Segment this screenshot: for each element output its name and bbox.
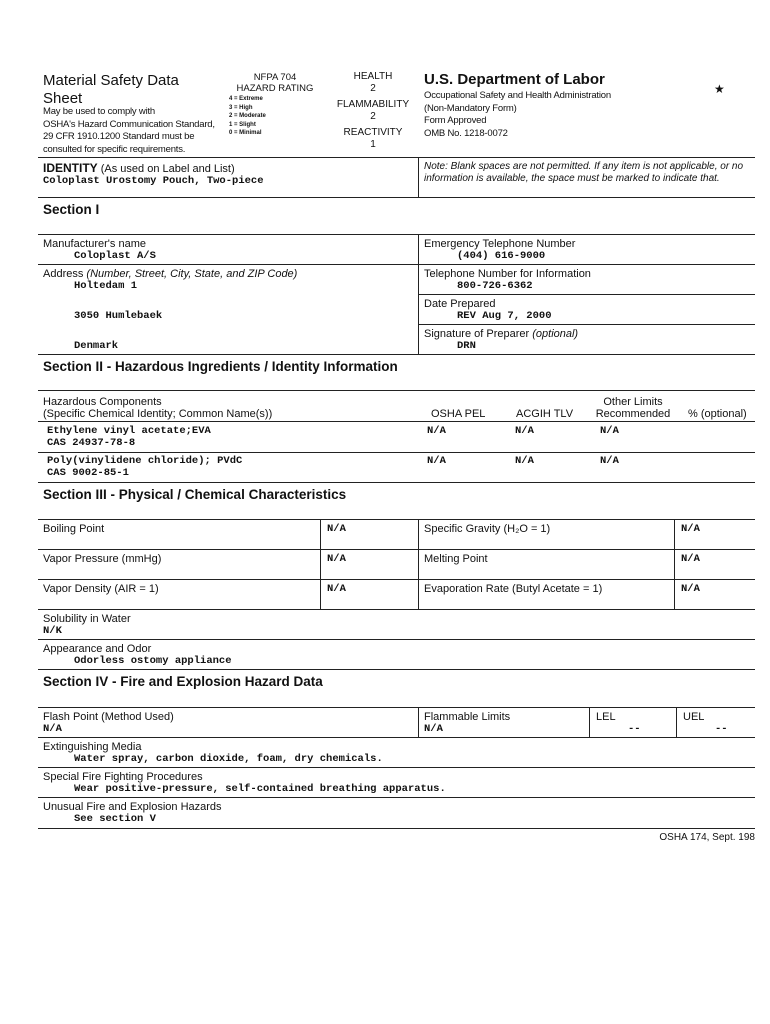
rule-v (418, 519, 419, 609)
identity-label (43, 161, 235, 175)
rule (38, 264, 755, 265)
emergency-label: Emergency Telephone Number (424, 238, 576, 250)
uel-label: UEL (683, 711, 705, 723)
vapor-density-value: N/A (327, 583, 346, 595)
flammability-value: 2 (370, 110, 376, 122)
star-icon: ★ (714, 82, 725, 96)
identity-hint: (As used on Label and List) (100, 163, 235, 175)
solubility-label: Solubility in Water (43, 613, 131, 625)
other-value: N/A (600, 455, 619, 467)
section-3-title: Section III - Physical / Chemical Characteristics (43, 487, 347, 502)
comply-line-4: consulted for specific requirements. (43, 143, 186, 155)
col-components (43, 396, 272, 420)
rule (38, 197, 755, 198)
rule-v (676, 707, 677, 737)
osha-value: N/A (427, 425, 446, 437)
section-2-title: Section II - Hazardous Ingredients / Identity Information (43, 359, 398, 374)
rule (38, 519, 755, 520)
col-components-1: Hazardous Components (43, 396, 162, 408)
rule (38, 828, 755, 829)
nfpa-subtitle: HAZARD RATING (236, 83, 314, 94)
scale-3: 3 = High (229, 104, 253, 111)
rule (38, 737, 755, 738)
acgih-value: N/A (515, 425, 534, 437)
dept-title: U.S. Department of Labor (424, 71, 605, 88)
rule (38, 797, 755, 798)
boiling-label: Boiling Point (43, 523, 105, 535)
comply-line-2: OSHA's Hazard Communication Standard, (43, 118, 215, 130)
form-approved: Form Approved (424, 115, 487, 126)
uel-value: -- (715, 723, 728, 735)
scale-2: 2 = Moderate (229, 113, 266, 119)
rule-v (589, 707, 590, 737)
col-percent: % (optional) (688, 408, 747, 420)
rule (38, 157, 755, 158)
address-label (43, 268, 297, 280)
rule (38, 669, 755, 670)
col-other-2: Recommended (595, 408, 671, 420)
extinguishing-label: Extinguishing Media (43, 741, 142, 753)
evaporation-label: Evaporation Rate (Butyl Acetate = 1) (424, 583, 603, 595)
address-hint: (Number, Street, City, State, and ZIP Code) (86, 268, 298, 280)
rule (38, 390, 755, 391)
unusual-hazards-value: See section V (74, 813, 156, 825)
date-value: REV Aug 7, 2000 (457, 310, 552, 322)
evaporation-value: N/A (681, 583, 700, 595)
special-procedures-label: Special Fire Fighting Procedures (43, 771, 203, 783)
title-line-1: Material Safety Data (43, 72, 179, 89)
scale-4: 4 = Extreme (229, 96, 263, 102)
emergency-value: (404) 616-9000 (457, 250, 546, 262)
identity-value: Coloplast Urostomy Pouch, Two-piece (43, 175, 264, 187)
address-heading: Address (43, 268, 84, 280)
lel-value: -- (628, 723, 641, 735)
melting-label: Melting Point (424, 553, 488, 565)
reactivity-label: REACTIVITY (343, 127, 403, 138)
omb-number: OMB No. 1218-0072 (424, 127, 508, 139)
component-cas: CAS 24937-78-8 (47, 437, 136, 449)
melting-value: N/A (681, 553, 700, 565)
rule (38, 421, 755, 422)
hazard-ratings (328, 71, 418, 150)
osha-value: N/A (427, 455, 446, 467)
rule (38, 609, 755, 610)
form-footer: OSHA 174, Sept. 198 (659, 832, 755, 843)
rule (418, 324, 755, 325)
rule-v (418, 707, 419, 737)
reactivity-value: 1 (370, 138, 376, 150)
section-4-title: Section IV - Fire and Explosion Hazard Data (43, 674, 323, 689)
acgih-value: N/A (515, 455, 534, 467)
flammability-label: FLAMMABILITY (336, 99, 410, 110)
comply-line-3: 29 CFR 1910.1200 Standard must be (43, 131, 195, 142)
signature-label (424, 328, 578, 340)
vapor-pressure-value: N/A (327, 553, 346, 565)
table-row (0, 455, 770, 481)
component-cas: CAS 9002-85-1 (47, 467, 129, 479)
address-line-3: Denmark (74, 340, 119, 352)
rule (38, 579, 755, 580)
address-line-2: 3050 Humlebaek (74, 310, 163, 322)
identity-note: Note: Blank spaces are not permitted. If any item is not applicable, or no information is available, the space must be marked to indicate that. (424, 161, 744, 184)
title-line-2: Sheet (43, 90, 83, 107)
col-components-2: (Specific Chemical Identity; Common Name(s)) (43, 408, 273, 420)
unusual-hazards-label: Unusual Fire and Explosion Hazards (43, 801, 222, 813)
col-other-1: Other Limits (603, 396, 663, 408)
nfpa-scale (229, 95, 266, 138)
flash-value: N/A (43, 723, 62, 735)
rule (38, 639, 755, 640)
health-label: HEALTH (353, 71, 393, 82)
appearance-label: Appearance and Odor (43, 643, 152, 655)
flash-label: Flash Point (Method Used) (43, 711, 174, 723)
extinguishing-value: Water spray, carbon dioxide, foam, dry chemicals. (74, 753, 383, 765)
component-name: Ethylene vinyl acetate;EVA (47, 425, 211, 437)
col-osha-pel: OSHA PEL (431, 408, 486, 420)
vapor-pressure-label: Vapor Pressure (mmHg) (43, 553, 162, 565)
flam-limits-value: N/A (424, 723, 443, 735)
identity-heading: IDENTITY (43, 161, 98, 175)
address-line-1: Holtedam 1 (74, 280, 138, 292)
comply-note (43, 106, 215, 156)
rule (38, 707, 755, 708)
scale-0: 0 = Minimal (229, 130, 262, 136)
manufacturer-value: Coloplast A/S (74, 250, 156, 262)
col-acgih-tlv: ACGIH TLV (516, 408, 574, 420)
info-phone-label: Telephone Number for Information (424, 268, 591, 280)
info-phone-value: 800-726-6362 (457, 280, 533, 292)
col-other-limits (588, 396, 678, 420)
other-value: N/A (600, 425, 619, 437)
nfpa-title: NFPA 704 (253, 72, 297, 83)
manufacturer-label: Manufacturer's name (43, 238, 146, 250)
gravity-value: N/A (681, 523, 700, 535)
signature-heading: Signature of Preparer (424, 328, 530, 340)
signature-hint: (optional) (532, 328, 579, 340)
component-name: Poly(vinylidene chloride); PVdC (47, 455, 243, 467)
signature-value: DRN (457, 340, 476, 352)
date-label: Date Prepared (424, 298, 496, 310)
lel-label: LEL (596, 711, 616, 723)
rule-v (418, 157, 419, 197)
comply-line-1: May be used to comply with (43, 106, 156, 117)
flam-limits-label: Flammable Limits (424, 711, 511, 723)
rule (38, 234, 755, 235)
non-mandatory: (Non-Mandatory Form) (424, 102, 517, 114)
solubility-value: N/K (43, 625, 62, 637)
rule (38, 482, 755, 483)
table-row (0, 425, 770, 451)
vapor-density-label: Vapor Density (AIR = 1) (43, 583, 159, 595)
rule (38, 354, 755, 355)
gravity-label: Specific Gravity (H₂O = 1) (424, 523, 551, 535)
appearance-value: Odorless ostomy appliance (74, 655, 232, 667)
rule (38, 767, 755, 768)
section-1-title: Section I (43, 202, 100, 217)
special-procedures-value: Wear positive-pressure, self-contained breathing apparatus. (74, 783, 446, 795)
scale-1: 1 = Slight (229, 121, 256, 128)
rule (418, 294, 755, 295)
rule (38, 549, 755, 550)
agency-info (424, 90, 611, 140)
boiling-value: N/A (327, 523, 346, 535)
health-value: 2 (370, 82, 376, 94)
agency-name: Occupational Safety and Health Administration (424, 90, 611, 101)
rule (38, 452, 755, 453)
form-title (43, 72, 179, 108)
rule-v (674, 519, 675, 609)
rule-v (320, 519, 321, 609)
